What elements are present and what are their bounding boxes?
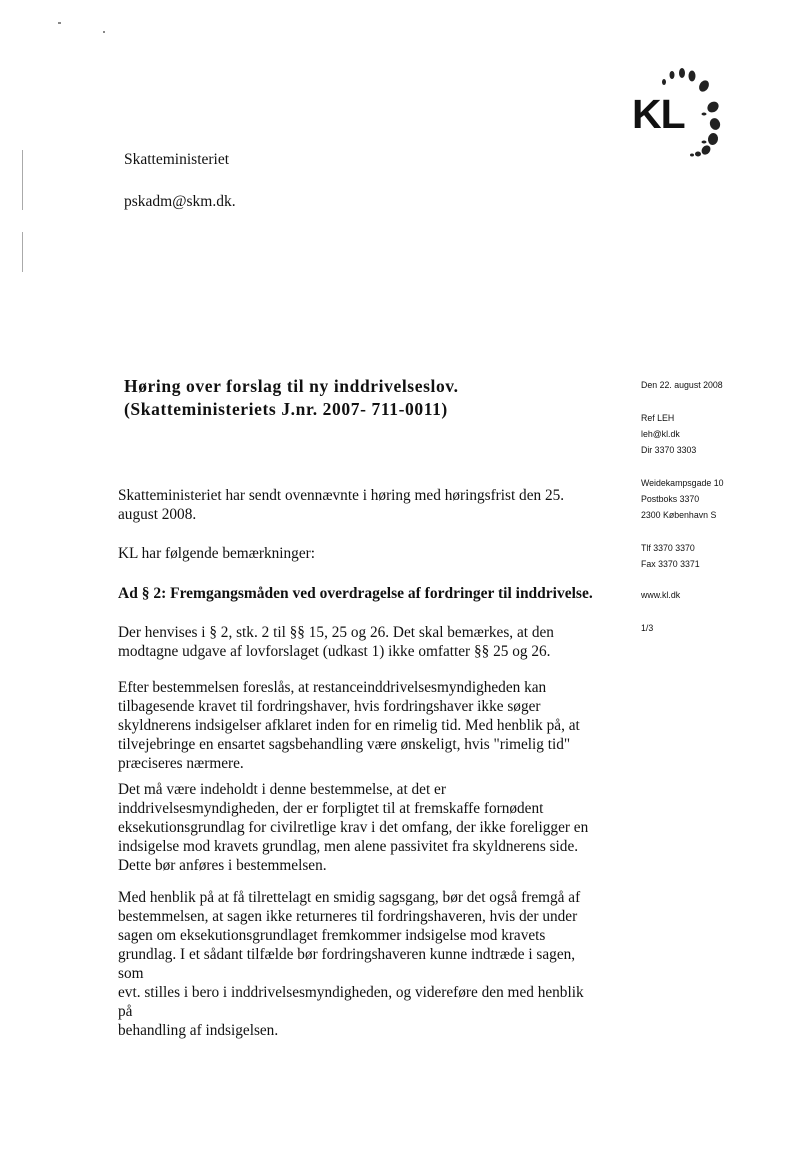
address-street: Weidekampsgade 10 xyxy=(641,478,724,488)
letter-title-line1: Høring over forslag til ny inddrivelseslov. xyxy=(124,376,459,396)
text-line: august 2008. xyxy=(118,506,197,523)
text-line: eksekutionsgrundlag for civilretlige krav i det omfang, der ikke foreligger en xyxy=(118,819,589,836)
text-line: Skatteministeriet har sendt ovennævnte i høring med høringsfrist den 25. xyxy=(118,487,565,504)
text-line: inddrivelsesmyndigheden, der er forpligtet til at fremskaffe fornødent xyxy=(118,800,544,817)
direct-phone: Dir 3370 3303 xyxy=(641,445,697,455)
text-line: modtagne udgave af lovforslaget (udkast 1) ikke omfatter §§ 25 og 26. xyxy=(118,643,551,660)
text-line: evt. stilles i bero i inddrivelsesmyndigheden, og videreføre den med henblik på xyxy=(118,984,584,1020)
website: www.kl.dk xyxy=(641,590,681,600)
kl-logo-text: KL xyxy=(632,91,685,137)
address-city: 2300 København S xyxy=(641,510,717,520)
text-line: behandling af indsigelsen. xyxy=(118,1022,279,1039)
paragraph-1 xyxy=(118,623,596,661)
address-postbox: Postboks 3370 xyxy=(641,494,700,504)
fax: Fax 3370 3371 xyxy=(641,559,700,569)
paragraph-3 xyxy=(118,780,596,875)
text-line: Det må være indeholdt i denne bestemmelse, at det er xyxy=(118,781,446,798)
letter-title-line2: (Skatteministeriets J.nr. 2007- 711-0011) xyxy=(124,399,448,419)
kl-logo xyxy=(632,62,736,164)
page-number: 1/3 xyxy=(641,623,654,633)
paragraph-2 xyxy=(118,678,596,773)
intro-paragraph xyxy=(118,486,596,524)
text-line: sagen om eksekutionsgrundlaget fremkommer indsigelse mod kravets xyxy=(118,927,546,944)
text-line: Efter bestemmelsen foreslås, at restanceinddrivelsesmyndigheden kan xyxy=(118,679,547,696)
text-line: indsigelse mod kravets grundlag, men alene passivitet fra skyldnerens side. xyxy=(118,838,579,855)
text-line: Med henblik på at få tilrettelagt en smidig sagsgang, bør det også fremgå af xyxy=(118,889,581,906)
text-line: præciseres nærmere. xyxy=(118,755,244,772)
scan-edge-line xyxy=(22,232,23,272)
paragraph-4 xyxy=(118,888,596,1040)
contact-email: leh@kl.dk xyxy=(641,429,680,439)
text-line: Der henvises i § 2, stk. 2 til §§ 15, 25 og 26. Det skal bemærkes, at den xyxy=(118,624,554,641)
text-line: grundlag. I et sådant tilfælde bør fordringshaveren kunne indtræde i sagen, som xyxy=(118,946,576,982)
recipient-email: pskadm@skm.dk. xyxy=(124,193,236,210)
recipient-name: Skatteministeriet xyxy=(124,151,230,168)
scan-mark xyxy=(103,31,105,33)
section-heading: Ad § 2: Fremgangsmåden ved overdragelse af fordringer til inddrivelse. xyxy=(118,585,593,602)
text-line: bestemmelsen, at sagen ikke returneres til fordringshaveren, hvis der under xyxy=(118,908,578,925)
phone: Tlf 3370 3370 xyxy=(641,543,695,553)
letter-date: Den 22. august 2008 xyxy=(641,380,723,390)
reference: Ref LEH xyxy=(641,413,675,423)
remarks-line: KL har følgende bemærkninger: xyxy=(118,545,315,562)
text-line: Dette bør anføres i bestemmelsen. xyxy=(118,857,327,874)
scan-edge-line xyxy=(22,150,23,210)
text-line: tilbagesende kravet til fordringshaver, hvis fordringshaver ikke søger xyxy=(118,698,541,715)
scan-mark xyxy=(58,22,61,24)
text-line: tilvejebringe en ensartet sagsbehandling være ønskeligt, hvis "rimelig tid" xyxy=(118,736,571,753)
text-line: skyldnerens indsigelser afklaret inden for en rimelig tid. Med henblik på, at xyxy=(118,717,580,734)
